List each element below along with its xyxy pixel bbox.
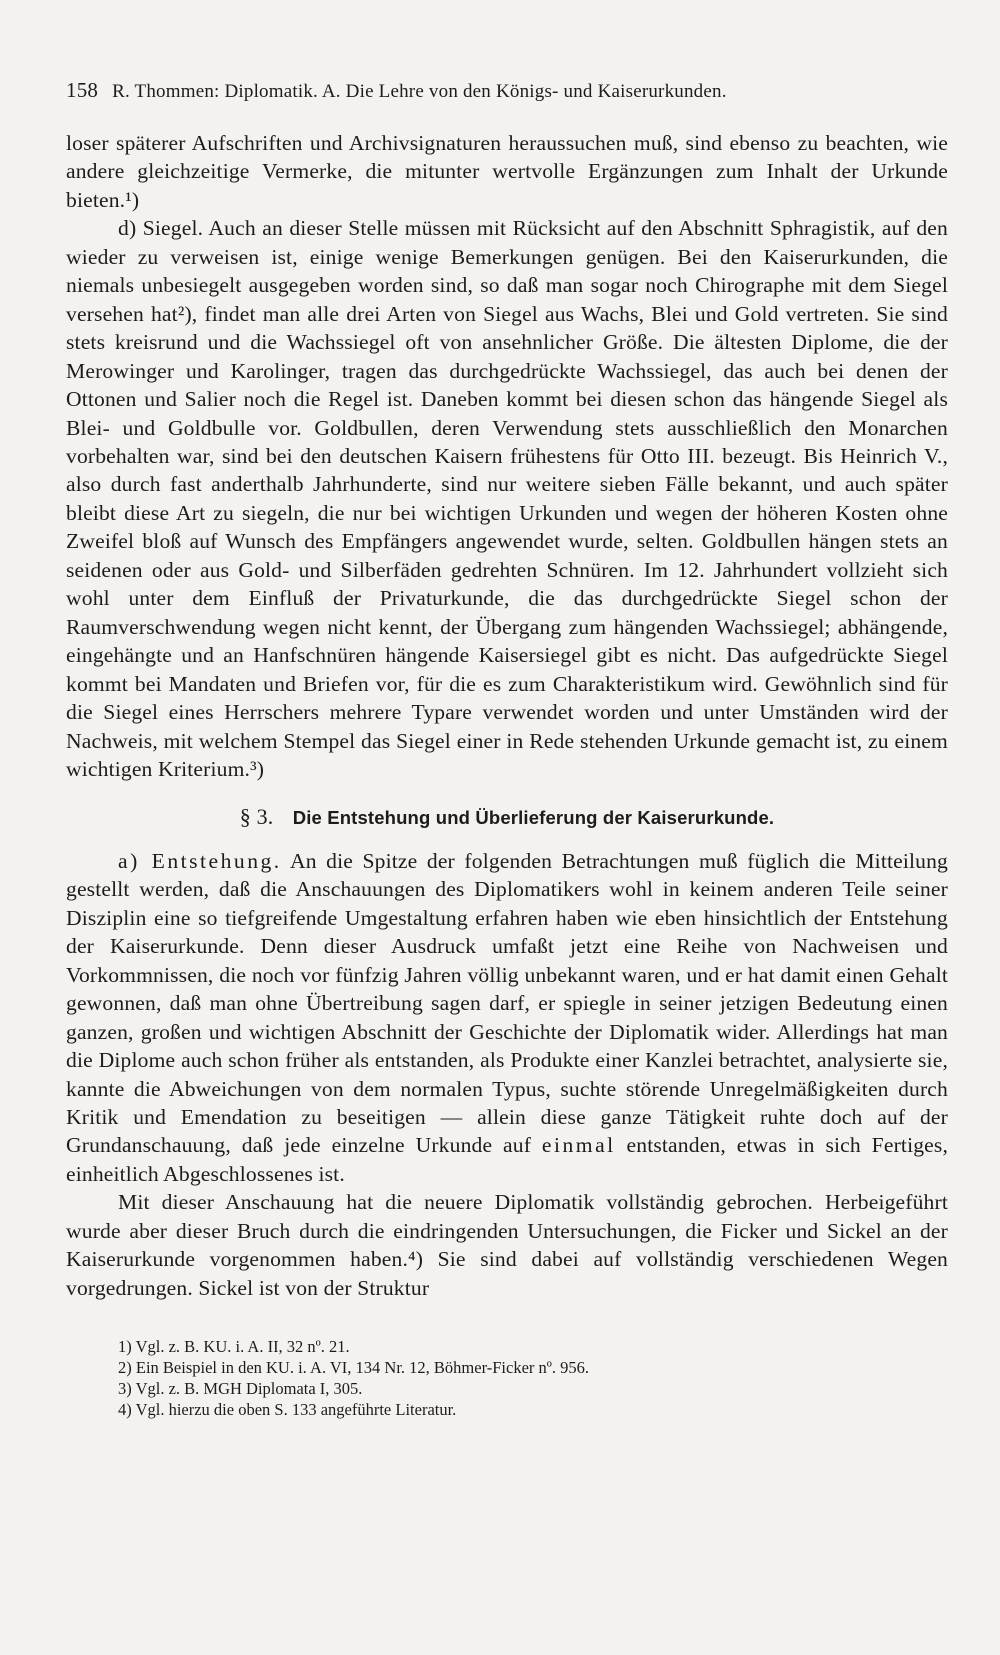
- paragraph: Mit dieser Anschauung hat die neuere Diplomatik vollständig gebrochen. Herbeigeführt wurde aber dieser Bruch durch die eindringenden Untersuchungen, die Ficker und Sickel an der Kaiserurkunde vorgenommen haben.⁴) Sie sind dabei auf vollständig verschiedenen Wegen vorgedrungen. Sickel ist von der Struktur: [66, 1190, 948, 1300]
- footnote: 4) Vgl. hierzu die oben S. 133 angeführte Literatur.: [118, 1400, 457, 1420]
- subsection-label: a) Entstehung.: [118, 848, 282, 873]
- running-title: R. Thommen: Diplomatik. A. Die Lehre von den Königs- und Kaiserurkunden.: [112, 81, 727, 102]
- section-title: Die Entstehung und Überlieferung der Kaiserurkunde.: [292, 807, 775, 829]
- body-text: [66, 129, 948, 1302]
- paragraph-text: entstanden, etwas in sich Fertiges, einheitlich Abgeschlossenes ist.: [66, 1133, 948, 1186]
- footnote: 2) Ein Beispiel in den KU. i. A. VI, 134 Nr. 12, Böhmer-Ficker nº. 956.: [118, 1358, 590, 1378]
- section-heading: [66, 803, 948, 832]
- emphasis-text: einmal: [541, 1133, 616, 1158]
- paragraph: loser späterer Aufschriften und Archivsignaturen heraussuchen muß, sind ebenso zu beachten, wie andere gleichzeitige Vermerke, die mitunter wertvolle Ergänzungen zum Inhalt der Urkunde bieten.¹): [66, 131, 948, 212]
- paragraph: [66, 847, 948, 1188]
- section-number: § 3.: [239, 804, 274, 830]
- footnote: 1) Vgl. z. B. KU. i. A. II, 32 nº. 21.: [118, 1337, 350, 1357]
- footnotes: [66, 1336, 948, 1420]
- page-number: 158: [66, 78, 99, 102]
- footnote: 3) Vgl. z. B. MGH Diplomata I, 305.: [118, 1379, 363, 1399]
- paragraph: d) Siegel. Auch an dieser Stelle müssen mit Rücksicht auf den Abschnitt Sphragistik, auf den wieder zu verweisen ist, einige wenige Bemerkungen genügen. Bei den Kaiserurkunden, die niemals unbesiegelt ausgegeben worden sind, so daß man sogar noch Chirographe mit dem Siegel versehen hat²), findet man alle drei Arten von Siegel aus Wachs, Blei und Gold vertreten. Sie sind stets kreisrund und die Wachssiegel oft von ansehnlicher Größe. Die ältesten Diplome, die der Merowinger und Karolinger, tragen das durchgedrückte Wachssiegel, das auch bei denen der Ottonen und Salier noch die Regel ist. Daneben kommt bei diesen schon das hängende Siegel als Blei- und Goldbulle vor. Goldbullen, deren Verwendung stets ausschließlich den Monarchen vorbehalten war, sind bei den deutschen Kaisern frühestens für Otto III. bezeugt. Bis Heinrich V., also durch fast anderthalb Jahrhunderte, sind nur weitere sieben Fälle bekannt, und auch später bleibt diese Art zu siegeln, die nur bei wichtigen Urkunden und wegen der höheren Kosten ohne Zweifel bloß auf Wunsch des Empfängers angewendet wurde, selten. Goldbullen hängen stets an seidenen oder aus Gold- und Silberfäden gedrehten Schnüren. Im 12. Jahrhundert vollzieht sich wohl unter dem Einfluß der Privaturkunde, die das durchgedrückte Siegel schon der Raumverschwendung wegen nicht kennt, der Übergang zum hängenden Wachssiegel; abhängende, eingehängte und an Hanfschnüren hängende Kaisersiegel gibt es nicht. Das aufgedrückte Siegel kommt bei Mandaten und Briefen vor, für die es zum Charakteristikum wird. Gewöhnlich sind für die Siegel eines Herrschers mehrere Typare verwendet worden und unter Umständen wird der Nachweis, mit welchem Stempel das Siegel einer in Rede stehenden Urkunde gemacht ist, zu einem wichtigen Kriterium.³): [66, 216, 948, 781]
- running-header: [66, 78, 948, 103]
- paragraph-text: An die Spitze der folgenden Betrachtungen muß füglich die Mitteilung gestellt werden, daß die Anschauungen des Diplomatikers wohl in keinem anderen Teile seiner Disziplin eine so tiefgreifende Umgestaltung erfahren haben wie eben hinsichtlich der Entstehung der Kaiserurkunde. Denn dieser Ausdruck umfaßt jetzt eine Reihe von Nachweisen und Vorkommnissen, die noch vor fünfzig Jahren völlig unbekannt waren, und er hat damit einen Gehalt gewonnen, daß man ohne Übertreibung sagen darf, er spiegle in seiner jetzigen Bedeutung einen ganzen, großen und wichtigen Abschnitt der Geschichte der Diplomatik wider. Allerdings hat man die Diplome auch schon früher als entstanden, als Produkte einer Kanzlei betrachtet, analysierte sie, kannte die Abweichungen von dem normalen Typus, suchte störende Unregelmäßigkeiten durch Kritik und Emendation zu beseitigen — allein diese ganze Tätigkeit ruhte doch auf der Grundanschauung, daß jede einzelne Urkunde auf: [66, 848, 949, 1158]
